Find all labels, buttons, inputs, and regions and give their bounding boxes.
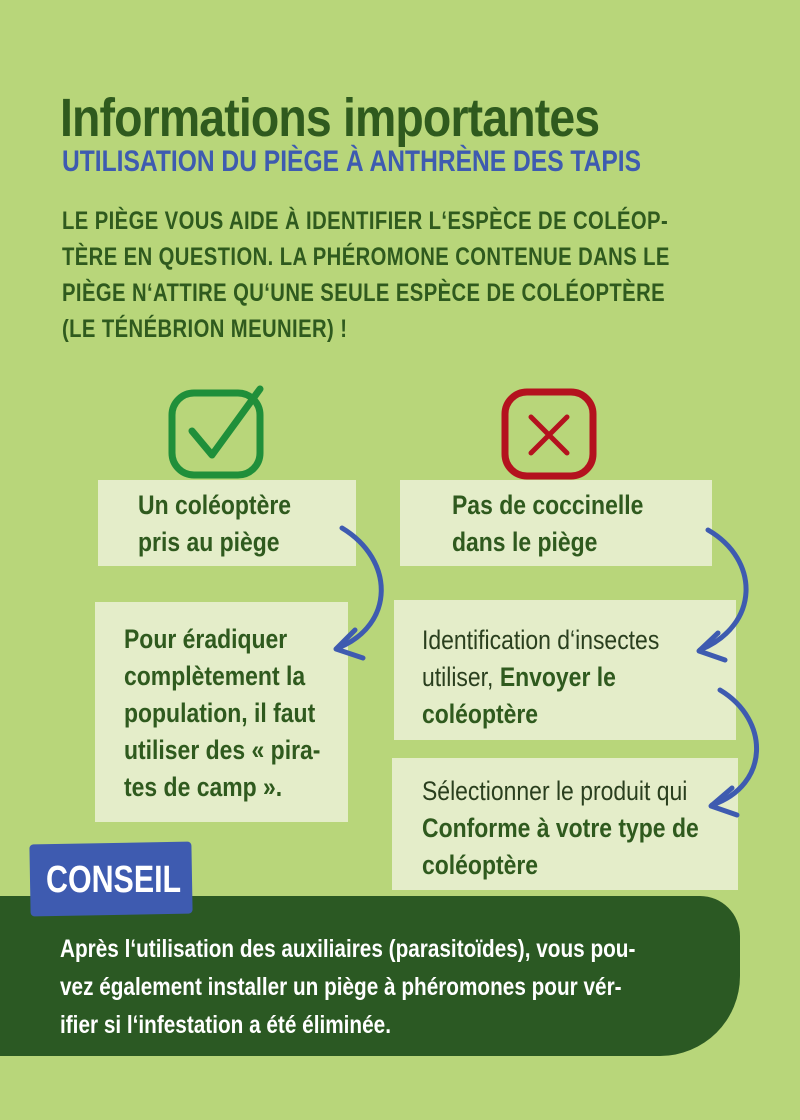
page-title: Informations importantes xyxy=(60,88,600,148)
conseil-line: ifier si l‘infestation a été éliminée. xyxy=(60,1011,391,1039)
text-line: Identification d‘insectes xyxy=(422,625,660,655)
intro-line: LE PIÈGE VOUS AIDE À IDENTIFIER L‘ESPÈCE DE COLÉOP- xyxy=(62,207,669,235)
intro-line: PIÈGE N‘ATTIRE QU‘UNE SEULE ESPÈCE DE COLÉOPTÈRE xyxy=(62,279,666,307)
text-line: utiliser des « pira- xyxy=(124,735,321,765)
intro-line: TÈRE EN QUESTION. LA PHÉROMONE CONTENUE DANS LE xyxy=(62,243,670,271)
text-line: dans le piège xyxy=(452,527,598,557)
page-subtitle: UTILISATION DU PIÈGE À ANTHRÈNE DES TAPIS xyxy=(62,145,642,178)
text-line: Pour éradiquer xyxy=(124,624,288,654)
text-line: coléoptère xyxy=(422,850,539,880)
conseil-line: vez également installer un piège à phéromones pour vér- xyxy=(60,973,622,1001)
text-line: pris au piège xyxy=(138,527,280,557)
text-line: population, il faut xyxy=(124,698,316,728)
conseil-label: CONSEIL xyxy=(46,859,182,901)
text-line: coléoptère xyxy=(422,699,539,729)
text-line: Conforme à votre type de xyxy=(422,813,699,843)
intro-line: (LE TÉNÉBRION MEUNIER) ! xyxy=(62,315,348,343)
text-line: Pas de coccinelle xyxy=(452,490,644,520)
conseil-text xyxy=(60,930,724,1044)
text-normal: utiliser, xyxy=(422,662,500,692)
text-line: tes de camp ». xyxy=(124,772,283,802)
text-line: complètement la xyxy=(124,661,306,691)
text-bold: Envoyer le xyxy=(499,662,616,692)
text-line: Un coléoptère xyxy=(138,490,292,520)
conseil-line: Après l‘utilisation des auxiliaires (parasitoïdes), vous pou- xyxy=(60,935,636,963)
text-line: Sélectionner le produit qui xyxy=(422,776,688,806)
